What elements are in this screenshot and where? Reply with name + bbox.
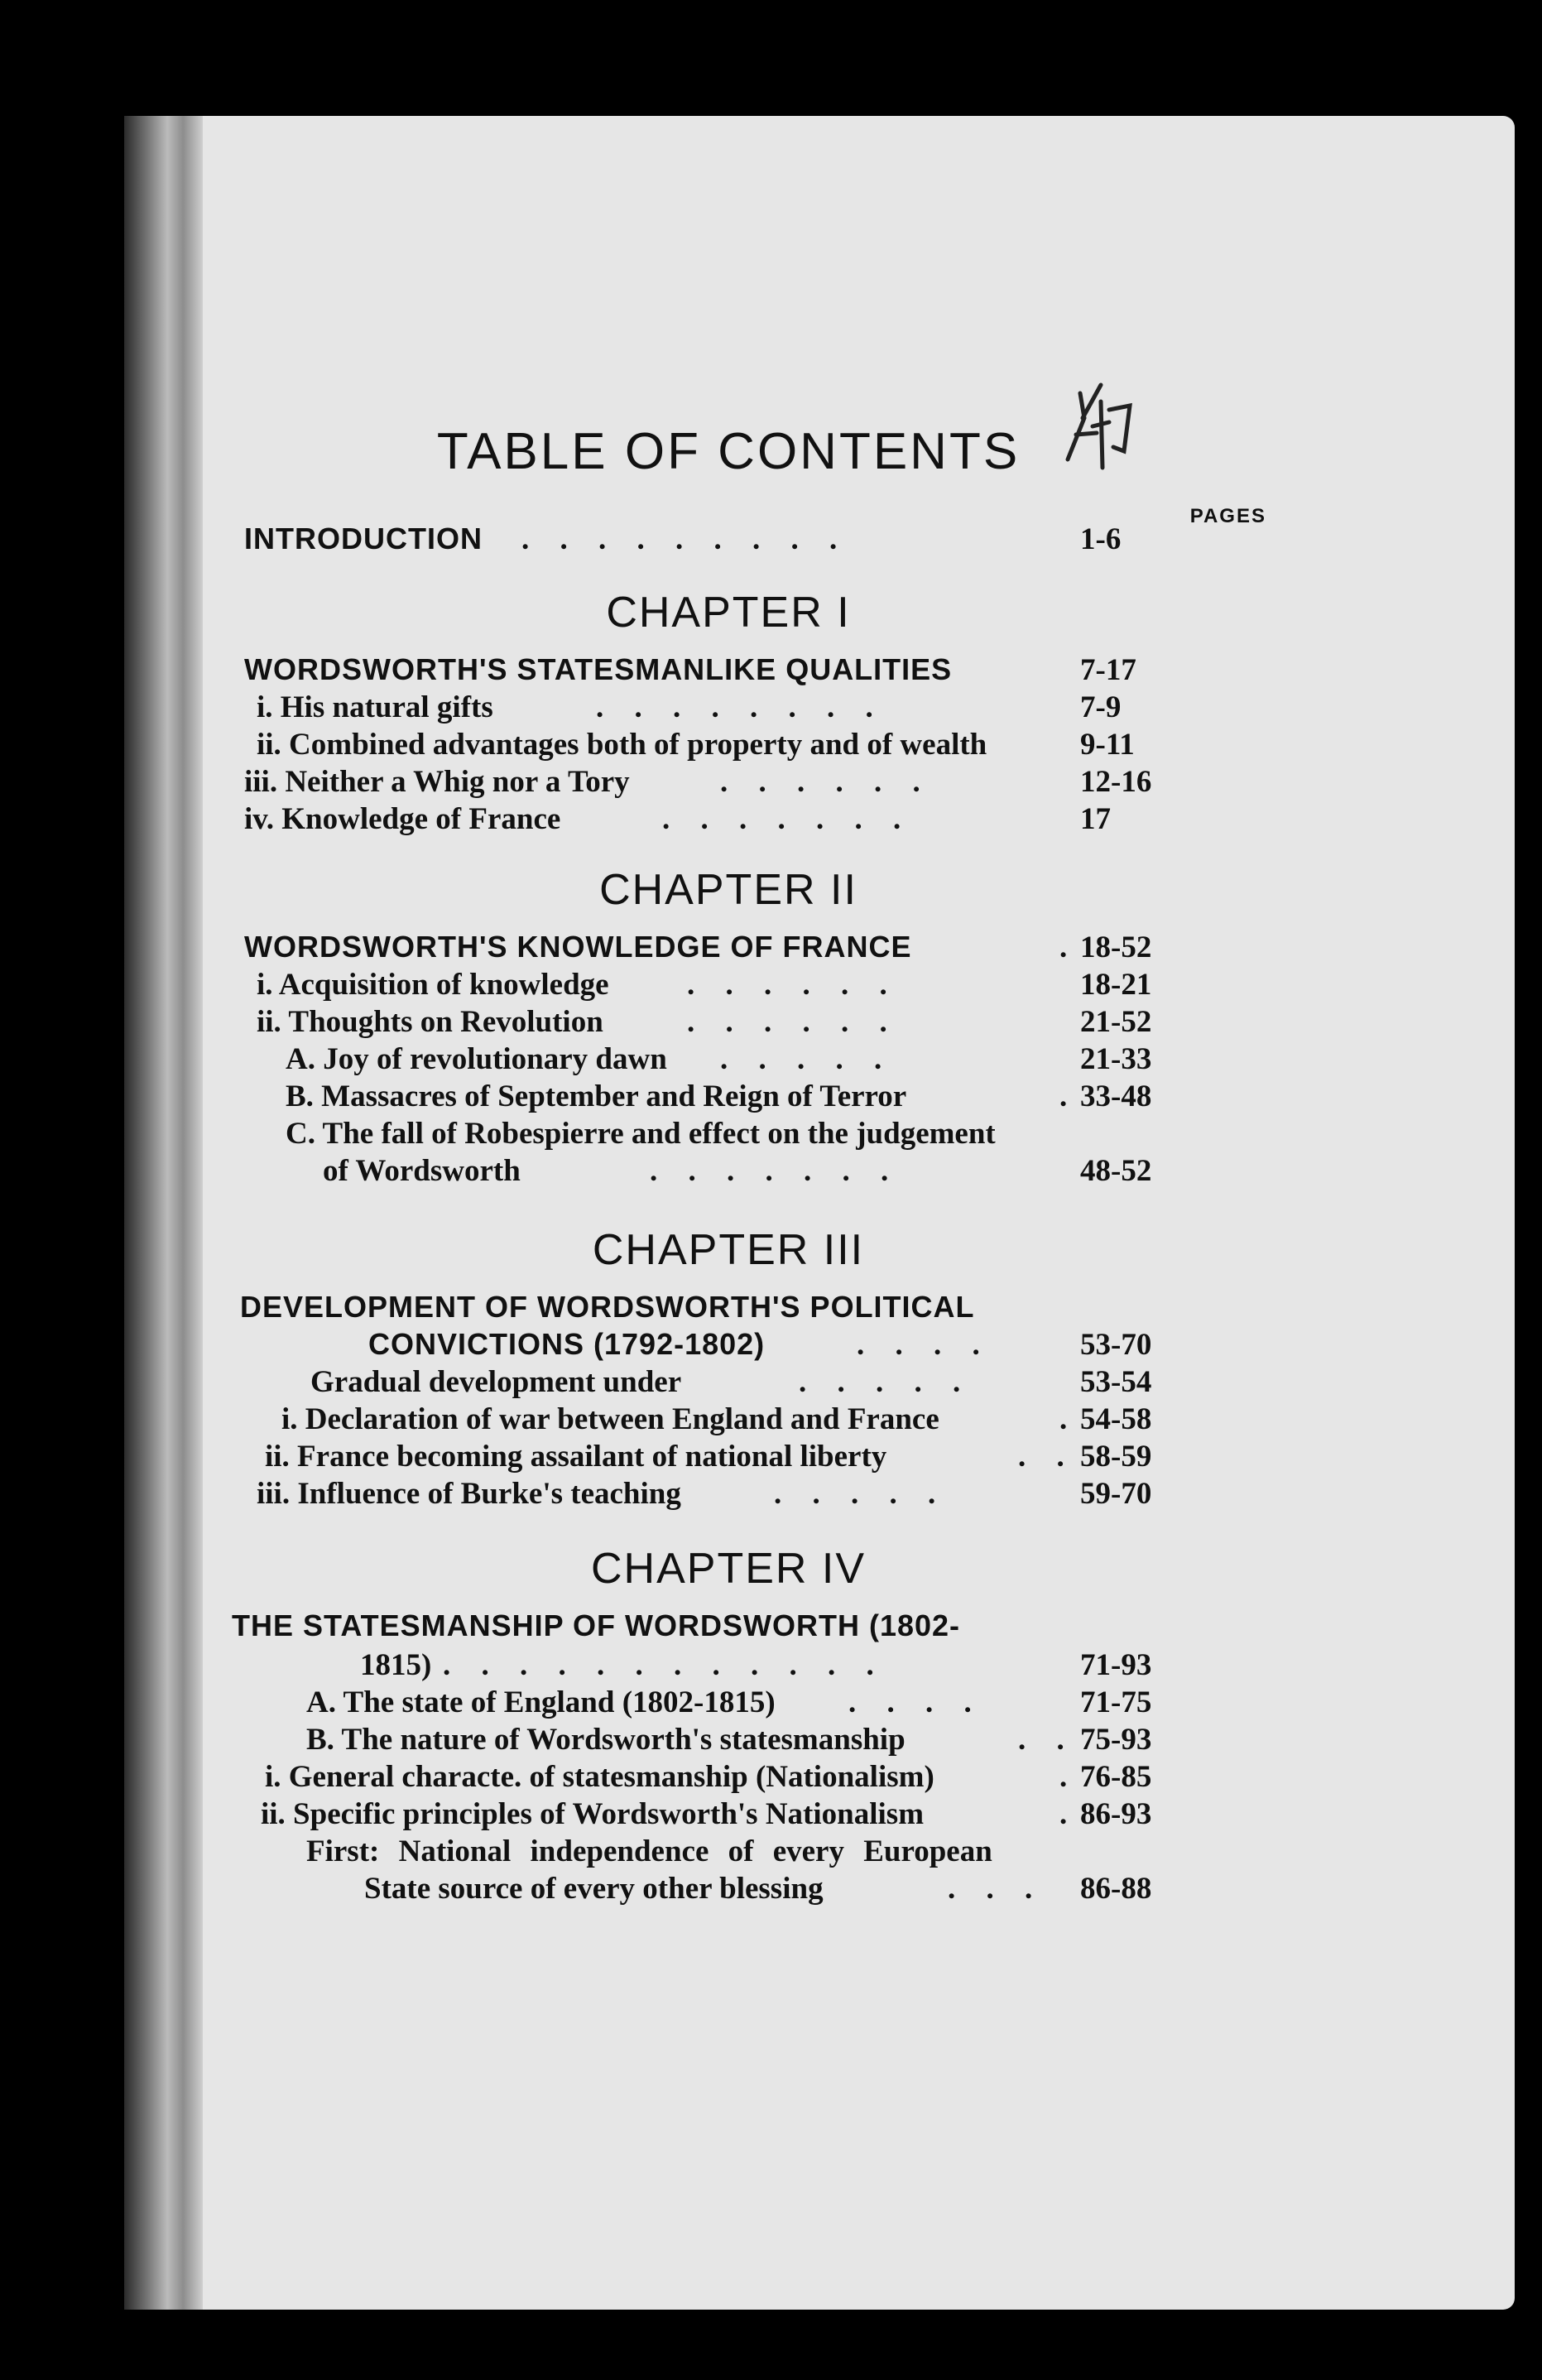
leader-dots: . . . . . . . . bbox=[596, 690, 885, 724]
book-binding bbox=[0, 0, 124, 2380]
chapter-heading: CHAPTER IV bbox=[590, 1545, 867, 1593]
toc-entry bbox=[203, 1116, 1362, 1156]
entry-label: INTRODUCTION bbox=[244, 522, 483, 555]
entry-label: ii. Specific principles of Wordsworth's Nationalism bbox=[261, 1797, 925, 1831]
toc-entry bbox=[203, 1439, 1362, 1478]
chapter-title bbox=[203, 1608, 1362, 1648]
toc-entry bbox=[203, 1796, 1362, 1836]
entry-label: State source of every other blessing bbox=[364, 1872, 824, 1906]
entry-label: A. Joy of revolutionary dawn bbox=[286, 1042, 667, 1076]
entry-pages: 21-52 bbox=[1080, 1005, 1152, 1039]
toc-entry bbox=[203, 967, 1362, 1007]
entry-label: CONVICTIONS (1792-1802) bbox=[368, 1327, 766, 1361]
entry-pages: 7-17 bbox=[1080, 653, 1136, 687]
leader-dots: . . . . . . bbox=[720, 765, 932, 799]
entry-pages: 86-93 bbox=[1080, 1797, 1152, 1831]
entry-label: C. The fall of Robespierre and effect on the judgement bbox=[286, 1117, 996, 1151]
book-spine-edge bbox=[124, 116, 203, 2310]
entry-pages: 7-9 bbox=[1080, 690, 1122, 724]
leader-dots: . . . . . bbox=[799, 1365, 973, 1399]
entry-pages: 1-6 bbox=[1080, 522, 1122, 556]
leader-dots: . . . . . bbox=[720, 1042, 894, 1076]
entry-label: ii. Thoughts on Revolution bbox=[257, 1005, 603, 1039]
leader-dots: . . . . . . bbox=[687, 1005, 899, 1039]
entry-label: B. The nature of Wordsworth's statesmanship bbox=[306, 1723, 906, 1757]
toc-entry bbox=[203, 1476, 1362, 1516]
entry-pages: 18-52 bbox=[1080, 930, 1152, 964]
entry-label: First: National independence of every European bbox=[306, 1834, 992, 1868]
entry-label: B. Massacres of September and Reign of Terror bbox=[286, 1079, 907, 1113]
leader-dots: . bbox=[1059, 1760, 1079, 1794]
entry-pages: 54-58 bbox=[1080, 1402, 1152, 1436]
toc-entry bbox=[203, 1004, 1362, 1044]
chapter-heading: CHAPTER I bbox=[606, 589, 851, 637]
leader-dots: . bbox=[1059, 1402, 1079, 1436]
toc-entry bbox=[203, 1041, 1362, 1081]
leader-dots: . . bbox=[1018, 1723, 1076, 1757]
entry-pages: 12-16 bbox=[1080, 765, 1152, 799]
entry-pages: 48-52 bbox=[1080, 1154, 1152, 1188]
entry-label: ii. Combined advantages both of property and of wealth bbox=[257, 728, 987, 762]
toc-entry bbox=[203, 801, 1362, 841]
entry-label: i. Acquisition of knowledge bbox=[257, 968, 609, 1002]
toc-entry bbox=[203, 690, 1362, 729]
leader-dots: . . . . bbox=[848, 1685, 983, 1719]
page-title: TABLE OF CONTENTS bbox=[436, 423, 1021, 480]
entry-pages: 71-93 bbox=[1080, 1648, 1152, 1682]
toc-entry bbox=[203, 727, 1362, 767]
leader-dots: . . . . . . . . . bbox=[521, 522, 849, 556]
leader-dots: . . . . . . . bbox=[650, 1154, 901, 1188]
toc-entry bbox=[203, 1685, 1362, 1724]
toc-entry bbox=[203, 1834, 1362, 1873]
entry-label: i. His natural gifts bbox=[257, 690, 493, 724]
entry-label: iii. Influence of Burke's teaching bbox=[257, 1477, 681, 1511]
entry-label: THE STATESMANSHIP OF WORDSWORTH (1802- bbox=[232, 1608, 961, 1642]
chapter-title-continued bbox=[203, 1327, 1362, 1367]
leader-dots: . bbox=[1059, 1079, 1079, 1113]
toc-entry bbox=[203, 1079, 1362, 1118]
entry-pages: 59-70 bbox=[1080, 1477, 1152, 1511]
entry-pages: 75-93 bbox=[1080, 1723, 1152, 1757]
entry-label: Gradual development under bbox=[310, 1365, 682, 1399]
entry-pages: 53-70 bbox=[1080, 1328, 1152, 1362]
entry-pages: 86-88 bbox=[1080, 1872, 1152, 1906]
toc-entry-introduction bbox=[203, 522, 1362, 561]
chapter-title bbox=[203, 652, 1362, 692]
leader-dots: . . . . . bbox=[774, 1477, 948, 1511]
chapter-heading: CHAPTER III bbox=[592, 1226, 865, 1274]
entry-label: iv. Knowledge of France bbox=[244, 802, 561, 836]
entry-label: iii. Neither a Whig nor a Tory bbox=[244, 765, 630, 799]
entry-label: i. General characte. of statesmanship (Nationalism) bbox=[265, 1760, 934, 1794]
leader-dots: . . . . bbox=[857, 1328, 992, 1362]
leader-dots: . . . . . . bbox=[687, 968, 899, 1002]
entry-pages: 71-75 bbox=[1080, 1685, 1152, 1719]
toc-entry bbox=[203, 1871, 1362, 1911]
entry-pages: 17 bbox=[1080, 802, 1111, 836]
toc-entry bbox=[203, 1759, 1362, 1799]
book-page bbox=[203, 116, 1515, 2310]
entry-label: of Wordsworth bbox=[323, 1154, 521, 1188]
pages-column-header: PAGES bbox=[1189, 505, 1266, 527]
chapter-title bbox=[203, 930, 1362, 969]
entry-label: i. Declaration of war between England and France bbox=[281, 1402, 939, 1436]
toc-entry bbox=[203, 1364, 1362, 1404]
entry-pages: 21-33 bbox=[1080, 1042, 1152, 1076]
table-of-contents bbox=[203, 116, 1515, 2310]
entry-label: 1815) bbox=[360, 1648, 432, 1682]
leader-dots: . . . . . . . bbox=[662, 802, 913, 836]
leader-dots: . . bbox=[1018, 1440, 1076, 1474]
entry-pages: 53-54 bbox=[1080, 1365, 1152, 1399]
toc-entry bbox=[203, 1402, 1362, 1441]
entry-label: DEVELOPMENT OF WORDSWORTH'S POLITICAL bbox=[240, 1290, 975, 1324]
entry-pages: 33-48 bbox=[1080, 1079, 1152, 1113]
leader-dots: . bbox=[1059, 1797, 1079, 1831]
leader-dots: . bbox=[1059, 930, 1079, 964]
entry-pages: 9-11 bbox=[1080, 728, 1135, 762]
handwritten-mark bbox=[1051, 368, 1142, 476]
entry-pages: 18-21 bbox=[1080, 968, 1152, 1002]
entry-label: WORDSWORTH'S KNOWLEDGE OF FRANCE bbox=[244, 930, 912, 964]
chapter-title-continued bbox=[203, 1647, 1362, 1687]
entry-label: A. The state of England (1802-1815) bbox=[306, 1685, 776, 1719]
entry-label: ii. France becoming assailant of national liberty bbox=[265, 1440, 887, 1474]
leader-dots: . . . . . . . . . . . . bbox=[443, 1648, 886, 1682]
toc-entry bbox=[203, 1153, 1362, 1193]
leader-dots: . . . bbox=[948, 1872, 1045, 1906]
chapter-title bbox=[203, 1290, 1362, 1329]
entry-pages: 76-85 bbox=[1080, 1760, 1152, 1794]
toc-entry bbox=[203, 1722, 1362, 1762]
entry-label: WORDSWORTH'S STATESMANLIKE QUALITIES bbox=[244, 652, 953, 686]
toc-entry bbox=[203, 764, 1362, 804]
chapter-heading: CHAPTER II bbox=[599, 866, 857, 914]
entry-pages: 58-59 bbox=[1080, 1440, 1152, 1474]
